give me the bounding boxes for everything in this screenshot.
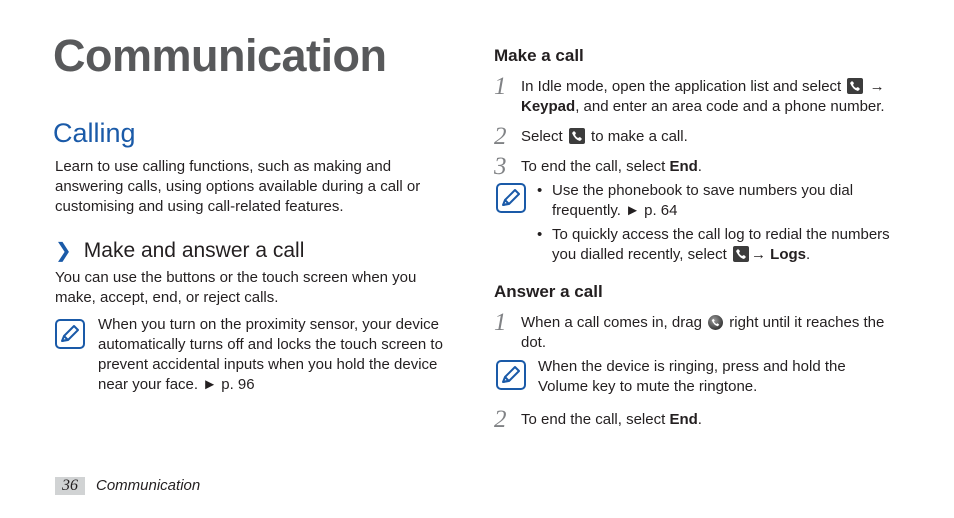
note-icon bbox=[55, 319, 85, 349]
chevron-right-icon: ❯ bbox=[55, 240, 72, 262]
drag-call-icon bbox=[708, 315, 723, 330]
make-call-heading: Make a call bbox=[494, 46, 584, 65]
answer-call-step-1: When a call comes in, drag right until it reaches the dot. bbox=[521, 314, 885, 351]
make-call-step-1: In Idle mode, open the application list and select → Keypad, and enter an area code and a phone number. bbox=[521, 78, 885, 115]
make-call-step-2: Select to make a call. bbox=[521, 128, 688, 145]
note-icon bbox=[496, 360, 526, 390]
intro-text: Learn to use calling functions, such as making and answering calls, using options available during a call or customising and using call-related features. bbox=[55, 158, 421, 215]
list-item: • To quickly access the call log to redial the numbers you dialled recently, select → Logs. bbox=[537, 226, 890, 263]
section-title: Calling bbox=[53, 118, 136, 148]
call-button-icon bbox=[569, 128, 585, 144]
step-number: 2 bbox=[494, 406, 507, 433]
step-number: 2 bbox=[494, 123, 507, 150]
phone-app-icon bbox=[847, 78, 863, 94]
note-icon bbox=[496, 183, 526, 213]
bullet: • bbox=[537, 182, 543, 199]
answer-call-heading: Answer a call bbox=[494, 282, 603, 301]
step-number: 1 bbox=[494, 309, 507, 336]
subsection-description: You can use the buttons or the touch screen when you make, accept, end, or reject calls. bbox=[55, 269, 417, 306]
footer-label: Communication bbox=[96, 477, 201, 494]
make-call-notes bbox=[537, 181, 907, 269]
page-title: Communication bbox=[53, 30, 387, 81]
step-number: 3 bbox=[494, 153, 507, 180]
bullet: • bbox=[537, 226, 543, 243]
phone-app-icon bbox=[733, 246, 749, 262]
answer-call-step-2: To end the call, select End. bbox=[521, 411, 702, 428]
subsection-heading-label: Make and answer a call bbox=[83, 238, 305, 262]
step-number: 1 bbox=[494, 73, 507, 100]
subsection-heading bbox=[55, 238, 304, 263]
list-item: • Use the phonebook to save numbers you dial frequently. ► p. 64 bbox=[537, 182, 854, 219]
ringing-note: When the device is ringing, press and hold the Volume key to mute the ringtone. bbox=[538, 358, 846, 395]
page-number: 36 bbox=[55, 477, 85, 495]
proximity-note: When you turn on the proximity sensor, your device automatically turns off and locks the touch screen to prevent accidental inputs when you hold the device near your face. ► p. 96 bbox=[98, 316, 443, 393]
make-call-step-3: To end the call, select End. bbox=[521, 158, 702, 175]
